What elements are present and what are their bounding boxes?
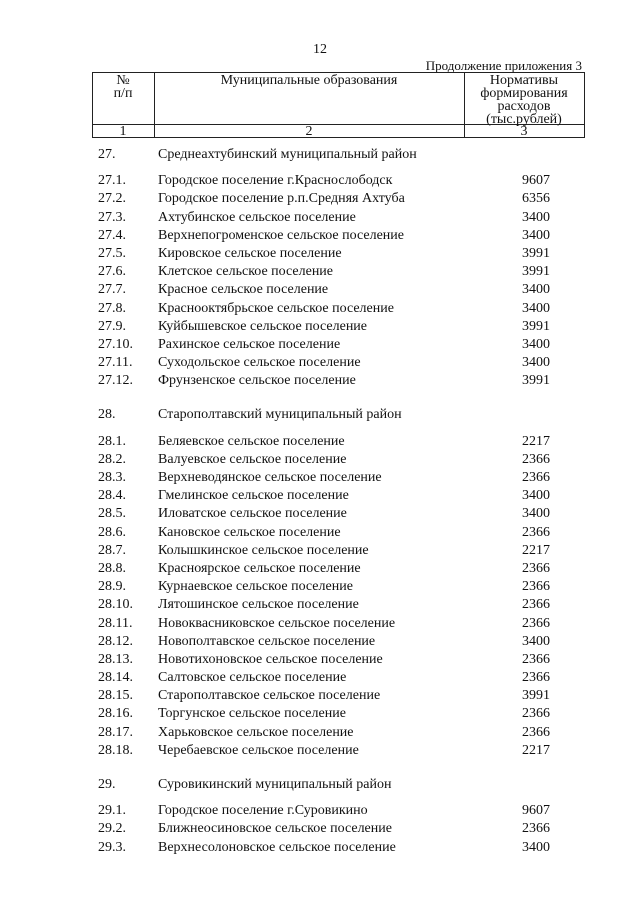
row-number: 28.3. — [98, 470, 126, 485]
norm-value: 2366 — [522, 821, 550, 837]
table-row — [0, 209, 640, 227]
section-spacer — [0, 760, 640, 776]
settlement-name: Валуевское сельское поселение — [158, 451, 347, 467]
table-row — [0, 578, 640, 596]
header-index-1: 1 — [119, 124, 127, 139]
settlement-name: Суходольское сельское поселение — [158, 355, 361, 371]
table-row — [0, 263, 640, 281]
table-row — [0, 227, 640, 245]
table-row — [0, 300, 640, 318]
settlement-name: Колышкинское сельское поселение — [158, 542, 369, 558]
table-row — [0, 433, 640, 451]
settlement-name: Лятошинское сельское поселение — [158, 597, 359, 613]
table-row — [0, 742, 640, 760]
settlement-name: Городское поселение г.Суровикино — [158, 803, 368, 819]
settlement-name: Клетское сельское поселение — [158, 264, 334, 280]
table-row — [0, 469, 640, 487]
settlement-name: Иловатское сельское поселение — [158, 506, 347, 522]
settlement-name: Торгунское сельское поселение — [158, 706, 346, 722]
norm-value: 2366 — [522, 670, 550, 686]
settlement-name: Черебаевское сельское поселение — [158, 742, 359, 758]
district-heading — [0, 776, 640, 794]
district-name: Старополтавский муниципальный район — [158, 407, 402, 423]
settlement-name: Верхнепогроменское сельское поселение — [158, 227, 404, 243]
settlement-name: Красноярское сельское поселение — [158, 560, 361, 576]
district-number: 27. — [98, 147, 116, 162]
row-number: 28.10. — [98, 597, 133, 613]
header-line: п/п — [113, 86, 133, 101]
district-number: 29. — [98, 777, 116, 792]
header-col-number-text — [92, 74, 154, 100]
header-col-name: Муниципальные образования — [220, 73, 398, 88]
row-number: 28.8. — [98, 560, 126, 576]
row-number: 28.18. — [98, 742, 133, 758]
heading-spacer — [0, 425, 640, 433]
row-number: 27.3. — [98, 209, 126, 225]
norm-value: 3400 — [522, 506, 550, 522]
table-row — [0, 839, 640, 857]
norm-value: 2366 — [522, 651, 550, 667]
norm-value: 9607 — [522, 803, 550, 819]
norm-value: 2217 — [522, 742, 550, 758]
row-number: 28.7. — [98, 542, 126, 558]
norm-value: 2366 — [522, 560, 550, 576]
settlement-name: Ахтубинское сельское поселение — [158, 209, 356, 225]
table-row — [0, 560, 640, 578]
settlement-name: Беляевское сельское поселение — [158, 433, 345, 449]
settlement-name: Куйбышевское сельское поселение — [158, 318, 368, 334]
settlement-name: Новотихоновское сельское поселение — [158, 651, 383, 667]
row-number: 28.13. — [98, 651, 133, 667]
table-row — [0, 651, 640, 669]
settlement-name: Ближнеосиновское сельское поселение — [158, 821, 392, 837]
norm-value: 2366 — [522, 524, 550, 540]
table-row — [0, 354, 640, 372]
header-right-border — [584, 72, 585, 138]
row-number: 28.17. — [98, 724, 133, 740]
norm-value: 2366 — [522, 706, 550, 722]
settlement-name: Верхнесолоновское сельское поселение — [158, 839, 396, 855]
norm-value: 9607 — [522, 173, 550, 189]
norm-value: 3400 — [522, 355, 550, 371]
table-row — [0, 596, 640, 614]
row-number: 27.4. — [98, 227, 126, 243]
row-number: 27.11. — [98, 355, 133, 371]
table-row — [0, 336, 640, 354]
table-row — [0, 318, 640, 336]
norm-value: 3400 — [522, 209, 550, 225]
settlement-name: Городское поселение р.п.Средняя Ахтуба — [158, 191, 405, 207]
settlement-name: Новополтавское сельское поселение — [158, 633, 376, 649]
table-row — [0, 281, 640, 299]
table-row — [0, 190, 640, 208]
settlement-name: Верхневодянское сельское поселение — [158, 470, 382, 485]
norm-value: 3991 — [522, 688, 550, 704]
row-number: 27.8. — [98, 300, 126, 316]
settlement-name: Гмелинское сельское поселение — [158, 488, 349, 504]
norm-value: 2366 — [522, 597, 550, 613]
section-spacer — [0, 390, 640, 406]
row-number: 27.12. — [98, 373, 133, 389]
norm-value: 2366 — [522, 470, 550, 485]
table-row — [0, 172, 640, 190]
settlement-name: Курнаевское сельское поселение — [158, 579, 353, 595]
settlement-name: Новоквасниковское сельское поселение — [158, 615, 396, 631]
district-name: Суровикинский муниципальный район — [158, 777, 392, 792]
table-row — [0, 615, 640, 633]
row-number: 28.5. — [98, 506, 126, 522]
district-number: 28. — [98, 407, 116, 423]
header-line: расходов — [497, 99, 551, 114]
header-index-3: 3 — [520, 124, 528, 139]
continuation-note: Продолжение приложения 3 — [425, 58, 582, 73]
header-index-2: 2 — [305, 124, 313, 139]
row-number: 27.9. — [98, 318, 126, 334]
table-row — [0, 802, 640, 820]
heading-spacer — [0, 164, 640, 172]
norm-value: 6356 — [522, 191, 550, 207]
table-row — [0, 487, 640, 505]
header-col-number — [92, 74, 154, 100]
table-row — [0, 372, 640, 390]
norm-value: 3400 — [522, 839, 550, 855]
settlement-name: Старополтавское сельское поселение — [158, 688, 381, 704]
norm-value: 3400 — [522, 488, 550, 504]
norm-value: 2366 — [522, 451, 550, 467]
row-number: 27.10. — [98, 336, 133, 352]
row-number: 27.5. — [98, 245, 126, 261]
heading-spacer — [0, 794, 640, 802]
table-row — [0, 542, 640, 560]
header-col-norms — [464, 74, 584, 126]
norm-value: 2366 — [522, 579, 550, 595]
norm-value: 2366 — [522, 724, 550, 740]
table-row — [0, 669, 640, 687]
norm-value: 2217 — [522, 542, 550, 558]
norm-value: 3991 — [522, 245, 550, 261]
row-number: 29.2. — [98, 821, 126, 837]
table-row — [0, 705, 640, 723]
district-heading — [0, 406, 640, 424]
settlement-name: Рахинское сельское поселение — [158, 336, 341, 352]
row-number: 28.1. — [98, 433, 126, 449]
row-number: 28.16. — [98, 706, 133, 722]
norm-value: 2366 — [522, 615, 550, 631]
row-number: 28.6. — [98, 524, 126, 540]
table-row — [0, 245, 640, 263]
settlement-name: Краснооктябрьское сельское поселение — [158, 300, 394, 316]
settlement-name: Харьковское сельское поселение — [158, 724, 354, 740]
table-body — [0, 146, 640, 857]
norm-value: 3991 — [522, 373, 550, 389]
norm-value: 3400 — [522, 336, 550, 352]
header-line: (тыс.рублей) — [486, 112, 562, 127]
row-number: 28.15. — [98, 688, 133, 704]
row-number: 29.1. — [98, 803, 126, 819]
table-row — [0, 505, 640, 523]
norm-value: 3400 — [522, 282, 550, 298]
district-name: Среднеахтубинский муниципальный район — [158, 147, 417, 162]
norm-value: 3400 — [522, 227, 550, 243]
norm-value: 3991 — [522, 264, 550, 280]
row-number: 28.2. — [98, 451, 126, 467]
row-number: 27.7. — [98, 282, 126, 298]
row-number: 27.2. — [98, 191, 126, 207]
page-number: 12 — [313, 42, 327, 57]
row-number: 28.4. — [98, 488, 126, 504]
header-col-norms-text — [464, 74, 584, 126]
settlement-name: Фрунзенское сельское поселение — [158, 373, 356, 389]
table-row — [0, 633, 640, 651]
settlement-name: Салтовское сельское поселение — [158, 670, 347, 686]
table-row — [0, 820, 640, 838]
row-number: 28.9. — [98, 579, 126, 595]
table-row — [0, 687, 640, 705]
table-row — [0, 524, 640, 542]
settlement-name: Городское поселение г.Краснослободск — [158, 173, 393, 189]
row-number: 27.1. — [98, 173, 126, 189]
district-heading — [0, 146, 640, 164]
table-row — [0, 724, 640, 742]
settlement-name: Кановское сельское поселение — [158, 524, 341, 540]
norm-value: 3400 — [522, 300, 550, 316]
row-number: 28.14. — [98, 670, 133, 686]
table-header — [92, 72, 584, 138]
header-line: формирования — [480, 86, 568, 101]
row-number: 28.11. — [98, 615, 133, 631]
settlement-name: Кировское сельское поселение — [158, 245, 342, 261]
row-number: 27.6. — [98, 264, 126, 280]
header-line: Нормативы — [489, 73, 559, 88]
norm-value: 3991 — [522, 318, 550, 334]
header-line: № — [116, 73, 130, 88]
row-number: 29.3. — [98, 839, 126, 855]
row-number: 28.12. — [98, 633, 133, 649]
norm-value: 3400 — [522, 633, 550, 649]
settlement-name: Красное сельское поселение — [158, 282, 329, 298]
norm-value: 2217 — [522, 433, 550, 449]
table-row — [0, 451, 640, 469]
